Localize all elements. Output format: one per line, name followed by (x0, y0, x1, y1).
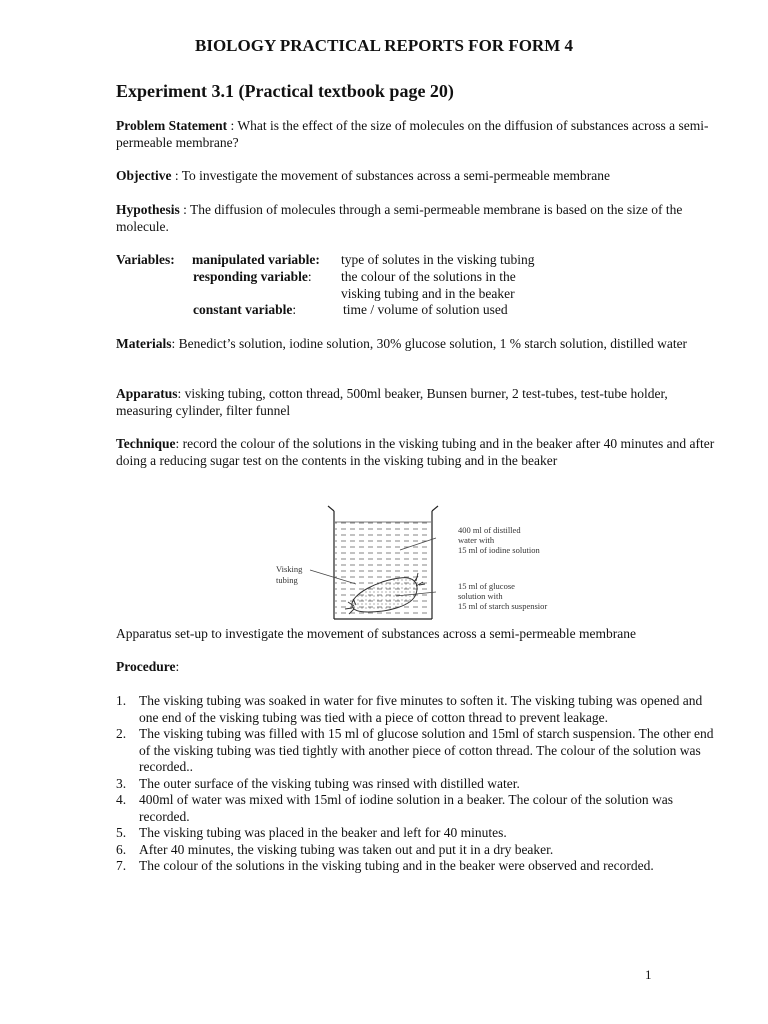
label-glucose-line1: 15 ml of glucose (458, 581, 515, 591)
problem-statement-label: Problem Statement (116, 118, 228, 133)
step-text: The visking tubing was placed in the beaker and left for 40 minutes. (139, 825, 507, 840)
procedure-step (116, 693, 716, 726)
hypothesis-label: Hypothesis (116, 202, 180, 217)
procedure-heading (116, 659, 716, 676)
step-text: After 40 minutes, the visking tubing was taken out and put it in a dry beaker. (139, 841, 554, 857)
problem-statement-text: : What is the effect of the size of molecules on the diffusion of substances across a semi-permeable membrane? (116, 118, 709, 150)
label-water-line1: 400 ml of distilled (458, 525, 521, 535)
procedure-step (116, 842, 716, 859)
step-text: The visking tubing was filled with 15 ml of glucose solution and 15ml of starch suspension. The other end of the visking tubing was tied tightly with another piece of cotton thread. The colour of the solution was recorded.. (139, 726, 714, 774)
materials (116, 336, 716, 353)
procedure-step (116, 726, 716, 776)
constant-variable-value: time / volume of solution used (343, 302, 508, 317)
responding-variable (193, 269, 312, 286)
objective-label: Objective (116, 168, 172, 183)
materials-label: Materials (116, 336, 172, 351)
constant-variable-colon: : (292, 302, 297, 317)
procedure-colon: : (175, 659, 180, 674)
step-number: 4. (116, 792, 127, 807)
procedure-step (116, 792, 716, 825)
step-text: The outer surface of the visking tubing was rinsed with distilled water. (139, 775, 520, 791)
objective-text: : To investigate the movement of substances across a semi-permeable membrane (171, 168, 611, 183)
label-glucose-line3: 15 ml of starch suspensior (458, 601, 548, 611)
hypothesis (116, 202, 716, 236)
label-visking-line2: tubing (276, 575, 298, 585)
procedure-step (116, 776, 716, 793)
responding-variable-colon: : (307, 269, 312, 284)
page-number: 1 (645, 967, 652, 982)
label-water-line2: water with (458, 535, 495, 545)
procedure-step (116, 825, 716, 842)
procedure-step (116, 858, 716, 875)
technique-text: : record the colour of the solutions in the visking tubing and in the beaker after 40 minutes and after doing a reducing sugar test on the contents in the visking tubing and in the beaker (116, 436, 715, 468)
apparatus-diagram (268, 502, 578, 626)
manipulated-variable-value: type of solutes in the visking tubing (341, 252, 535, 267)
label-glucose-line2: solution with (458, 591, 503, 601)
document-title: BIOLOGY PRACTICAL REPORTS FOR FORM 4 (195, 36, 573, 55)
materials-text: : Benedict’s solution, iodine solution, 30% glucose solution, 1 % starch solution, distilled water (171, 336, 688, 351)
step-number: 6. (116, 841, 127, 857)
step-text: The colour of the solutions in the visking tubing and in the beaker were observed and recorded. (139, 858, 654, 873)
procedure-label: Procedure (116, 659, 176, 674)
apparatus-text: : visking tubing, cotton thread, 500ml beaker, Bunsen burner, 2 test-tubes, test-tube holder, measuring cylinder, filter funnel (116, 386, 668, 418)
objective (116, 168, 716, 185)
step-number: 3. (116, 775, 127, 791)
constant-variable (193, 302, 296, 319)
responding-variable-value-1: the colour of the solutions in the (341, 269, 516, 284)
responding-variable-label: responding variable (193, 269, 308, 284)
apparatus-diagram-svg (268, 502, 578, 626)
constant-variable-label: constant variable (193, 302, 293, 317)
technique-label: Technique (116, 436, 176, 451)
procedure-list (116, 693, 716, 875)
step-number: 5. (116, 825, 127, 840)
apparatus-label: Apparatus (116, 386, 178, 401)
responding-variable-value-2: visking tubing and in the beaker (341, 286, 515, 301)
manipulated-variable-label: manipulated variable: (192, 252, 320, 267)
figure-caption: Apparatus set-up to investigate the movement of substances across a semi-permeable membrane (116, 626, 636, 641)
technique (116, 436, 716, 470)
label-water-line3: 15 ml of iodine solution (458, 545, 540, 555)
step-text: 400ml of water was mixed with 15ml of iodine solution in a beaker. The colour of the solution was recorded. (139, 792, 674, 824)
step-number: 1. (116, 693, 127, 708)
problem-statement (116, 118, 716, 152)
step-number: 7. (116, 858, 127, 873)
hypothesis-text: : The diffusion of molecules through a semi-permeable membrane is based on the size of the molecule. (116, 202, 683, 234)
apparatus (116, 386, 716, 420)
variables-label: Variables: (116, 252, 175, 267)
experiment-title: Experiment 3.1 (Practical textbook page 20) (116, 81, 454, 101)
step-text: The visking tubing was soaked in water for five minutes to soften it. The visking tubing was opened and one end of the visking tubing was tied with a piece of cotton thread to prevent leakage. (139, 693, 703, 725)
label-visking-line1: Visking (276, 564, 303, 574)
step-number: 2. (116, 726, 127, 741)
